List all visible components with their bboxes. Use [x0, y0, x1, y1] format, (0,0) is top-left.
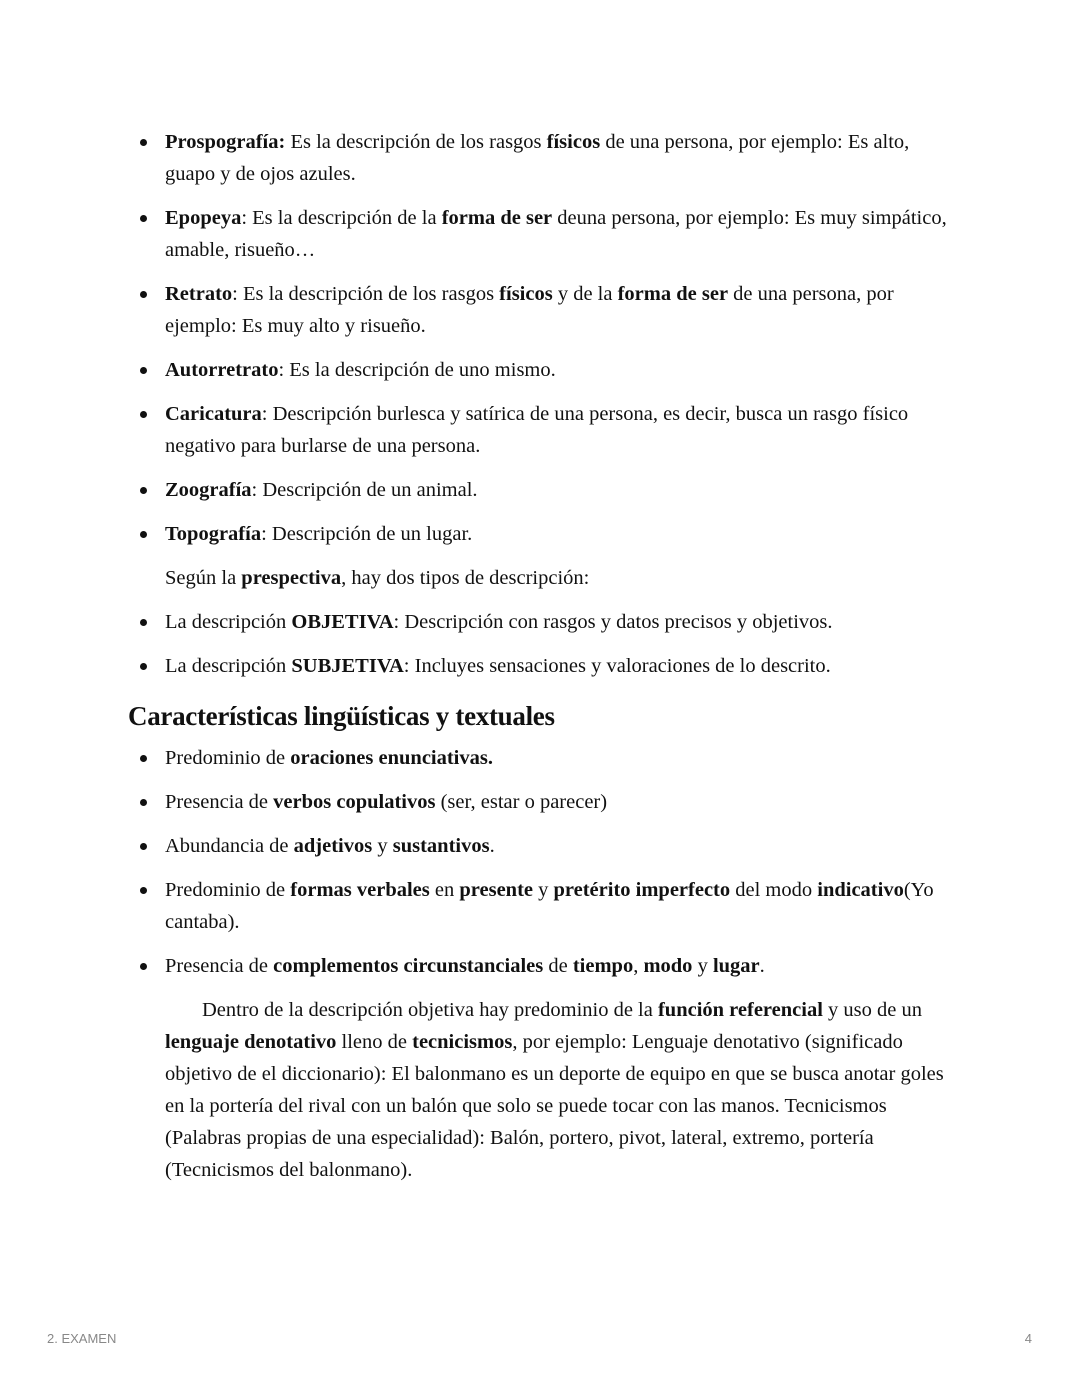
text-run: Dentro de la descripción objetiva hay predominio de la	[202, 999, 658, 1021]
bold-text: Retrato	[165, 283, 233, 305]
text-run: Predominio de	[165, 747, 291, 769]
text-run: .	[759, 955, 765, 977]
list-item	[128, 518, 958, 550]
text-run: y uso de un	[822, 999, 922, 1021]
text-run: : Es la descripción de los rasgos	[232, 283, 500, 305]
text-run: Presencia de	[165, 791, 274, 813]
bullet-icon	[140, 291, 147, 298]
list-item	[128, 202, 958, 266]
text-run: La descripción	[165, 655, 292, 677]
objective-description-paragraph	[128, 994, 958, 1186]
text-run: (Yo cantaba).	[165, 879, 934, 933]
text-run: Abundancia de	[165, 835, 294, 857]
bold-text: presente	[459, 879, 533, 901]
bullet-icon	[140, 799, 147, 806]
text-run: : Incluyes sensaciones y valoraciones de lo descrito.	[403, 655, 831, 677]
bold-text: pretérito imperfecto	[553, 879, 731, 901]
page-number: 4	[1024, 1331, 1032, 1346]
bold-text: Epopeya	[165, 207, 242, 229]
bold-text: formas verbales	[290, 879, 430, 901]
text-run: : Descripción con rasgos y datos precisos y objetivos.	[393, 611, 833, 633]
footer-section-label: 2. EXAMEN	[47, 1331, 117, 1346]
list-item	[128, 874, 958, 938]
text-run: y de la	[552, 283, 618, 305]
list-item	[128, 606, 958, 638]
text-run: deuna persona, por ejemplo: Es muy simpático, amable, risueño…	[165, 207, 947, 261]
text-run: Predominio de	[165, 879, 291, 901]
text-run: : Es la descripción de la	[241, 207, 442, 229]
text-run: : Descripción burlesca y satírica de una persona, es decir, busca un rasgo físico negativo para burlarse de una persona.	[165, 403, 909, 457]
list-item	[128, 278, 958, 342]
bullet-icon	[140, 663, 147, 670]
text-run: y	[533, 879, 554, 901]
text-run: y	[372, 835, 393, 857]
bullet-icon	[140, 487, 147, 494]
list-item	[128, 830, 958, 862]
bold-text: SUBJETIVA	[291, 655, 404, 677]
bullet-icon	[140, 963, 147, 970]
text-run: .	[489, 835, 495, 857]
text-run: La descripción	[165, 611, 292, 633]
bullet-icon	[140, 531, 147, 538]
bold-text: modo	[643, 955, 693, 977]
text-run: del modo	[730, 879, 818, 901]
text-run: de	[543, 955, 573, 977]
list-item	[128, 354, 958, 386]
perspective-intro	[128, 562, 958, 594]
bold-text: función referencial	[657, 999, 823, 1021]
bullet-icon	[140, 887, 147, 894]
text-run: y	[692, 955, 713, 977]
bullet-icon	[140, 367, 147, 374]
bold-text: Zoografía	[165, 479, 252, 501]
page-content	[128, 126, 958, 1207]
bold-text: oraciones enunciativas.	[290, 747, 493, 769]
bullet-icon	[140, 843, 147, 850]
text-run: (ser, estar o parecer)	[435, 791, 608, 813]
bold-text: Autorretrato	[165, 359, 279, 381]
text-run: , por ejemplo: Lenguaje denotativo (significado objetivo de el diccionario): El balonmano es un deporte de equipo en que se busca anotar goles en la portería del rival con un balón que solo se puede tocar con las manos. Tecnicismos (Palabras propias de una especialidad): Balón, portero, pivot, lateral, extremo, portería (Tecnicismos del balonmano).	[165, 1031, 944, 1181]
perspective-types-list	[128, 606, 958, 682]
bullet-icon	[140, 139, 147, 146]
list-item	[128, 474, 958, 506]
description-types-list	[128, 126, 958, 550]
text-run: de una persona, por ejemplo: Es alto, guapo y de ojos azules.	[165, 131, 910, 185]
list-item	[128, 650, 958, 682]
characteristics-list	[128, 742, 958, 982]
text-run: lleno de	[336, 1031, 413, 1053]
text-run: : Es la descripción de uno mismo.	[278, 359, 556, 381]
bold-text: físicos	[546, 131, 601, 153]
bold-text: sustantivos	[392, 835, 490, 857]
bold-text: forma de ser	[617, 283, 729, 305]
text-run: Según la	[165, 567, 242, 589]
bold-text: verbos copulativos	[273, 791, 436, 813]
bold-text: tecnicismos	[412, 1031, 513, 1053]
bullet-icon	[140, 215, 147, 222]
list-item	[128, 126, 958, 190]
bold-text: lugar	[712, 955, 760, 977]
bold-text: OBJETIVA	[291, 611, 394, 633]
text-run: , hay dos tipos de descripción:	[341, 567, 590, 589]
bold-text: indicativo	[817, 879, 904, 901]
bullet-icon	[140, 619, 147, 626]
bold-text: prespectiva	[241, 567, 342, 589]
text-run: ,	[633, 955, 644, 977]
bold-text: tiempo	[572, 955, 634, 977]
text-run: : Descripción de un lugar.	[261, 523, 473, 545]
bold-text: Topografía	[165, 523, 262, 545]
bold-text: físicos	[499, 283, 553, 305]
text-run: en	[429, 879, 460, 901]
list-item	[128, 786, 958, 818]
bold-text: lenguaje denotativo	[165, 1031, 337, 1053]
bullet-icon	[140, 755, 147, 762]
bold-text: forma de ser	[441, 207, 553, 229]
bullet-icon	[140, 411, 147, 418]
bold-text: complementos circunstanciales	[273, 955, 544, 977]
text-run: : Descripción de un animal.	[251, 479, 478, 501]
bold-text: Prospografía:	[165, 131, 286, 153]
bold-text: Caricatura	[165, 403, 262, 425]
list-item	[128, 950, 958, 982]
text-run: de una persona, por ejemplo: Es muy alto y risueño.	[165, 283, 894, 337]
text-run: Es la descripción de los rasgos	[285, 131, 547, 153]
section-heading: Características lingüísticas y textuales	[128, 701, 555, 731]
list-item	[128, 742, 958, 774]
bold-text: adjetivos	[293, 835, 373, 857]
list-item	[128, 398, 958, 462]
text-run: Presencia de	[165, 955, 274, 977]
